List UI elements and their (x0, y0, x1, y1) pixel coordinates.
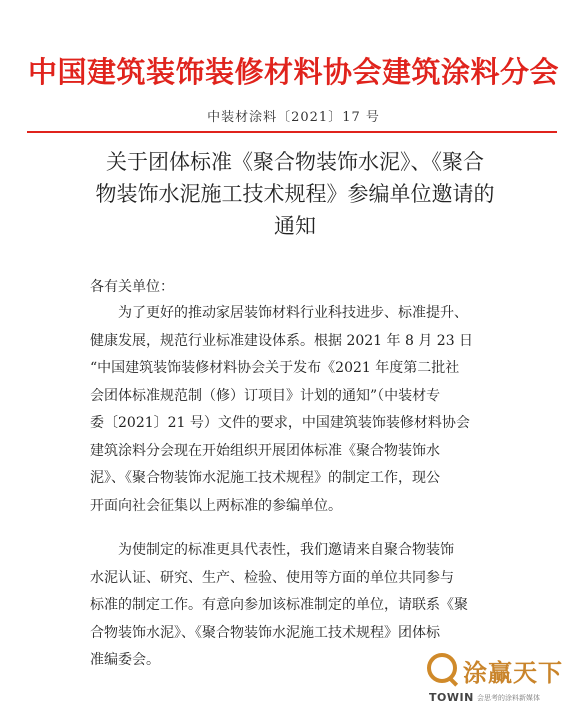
red-divider (27, 131, 557, 133)
paragraph-line: 水泥认证、研究、生产、检验、使用等方面的单位共同参与 (90, 569, 454, 586)
notice-title-line: 物装饰水泥施工技术规程》参编单位邀请的 (95, 182, 495, 206)
paragraph-line: 建筑涂料分会现在开始组织开展团体标准《聚合物装饰水 (90, 442, 440, 459)
paragraph-line: 为使制定的标准更具代表性，我们邀请来自聚合物装饰 (90, 542, 454, 558)
watermark-slogan: 会思考的涂料新媒体 (477, 694, 540, 702)
notice-title-line: 关于团体标准《聚合物装饰水泥》、《聚合 (106, 150, 484, 174)
paragraph-line: 合物装饰水泥》、《聚合物装饰水泥施工技术规程》团体标 (90, 624, 440, 641)
towin-watermark (427, 651, 577, 709)
watermark-brand: TOWIN (429, 691, 474, 704)
paragraph-line: 为了更好的推动家居装饰材料行业科技进步、标准提升、 (90, 305, 468, 321)
paragraph-1 (90, 300, 502, 520)
notice-title (90, 146, 500, 242)
document-number: 中装材涂料〔2021〕17 号 (207, 110, 380, 125)
paragraph-line: 健康发展，规范行业标准建设体系。根据 2021 年 8 月 23 日 (90, 332, 474, 349)
paragraph-line: 标准的制定工作。有意向参加该标准制定的单位，请联系《聚 (90, 597, 468, 613)
watermark-name: 涂赢天下 (463, 659, 563, 687)
addressee: 各有关单位： (90, 279, 174, 295)
notice-title-line: 通知 (274, 214, 316, 238)
paragraph-line: 开面向社会征集以上两标准的参编单位。 (90, 497, 342, 514)
paragraph-line: 委〔2021〕21 号）文件的要求，中国建筑装饰装修材料协会 (90, 415, 470, 431)
paragraph-line: “中国建筑装饰装修材料协会关于发布《2021 年度第二批社 (90, 360, 460, 376)
organization-header: 中国建筑装饰装修材料协会建筑涂料分会 (27, 55, 559, 89)
paragraph-line: 会团体标准规范制（修）订项目》计划的通知”（中装材专 (90, 387, 441, 404)
paragraph-line: 泥》、《聚合物装饰水泥施工技术规程》的制定工作，现公 (90, 470, 440, 486)
paragraph-line: 准编委会。 (90, 652, 160, 668)
towin-logo-icon (427, 653, 457, 683)
